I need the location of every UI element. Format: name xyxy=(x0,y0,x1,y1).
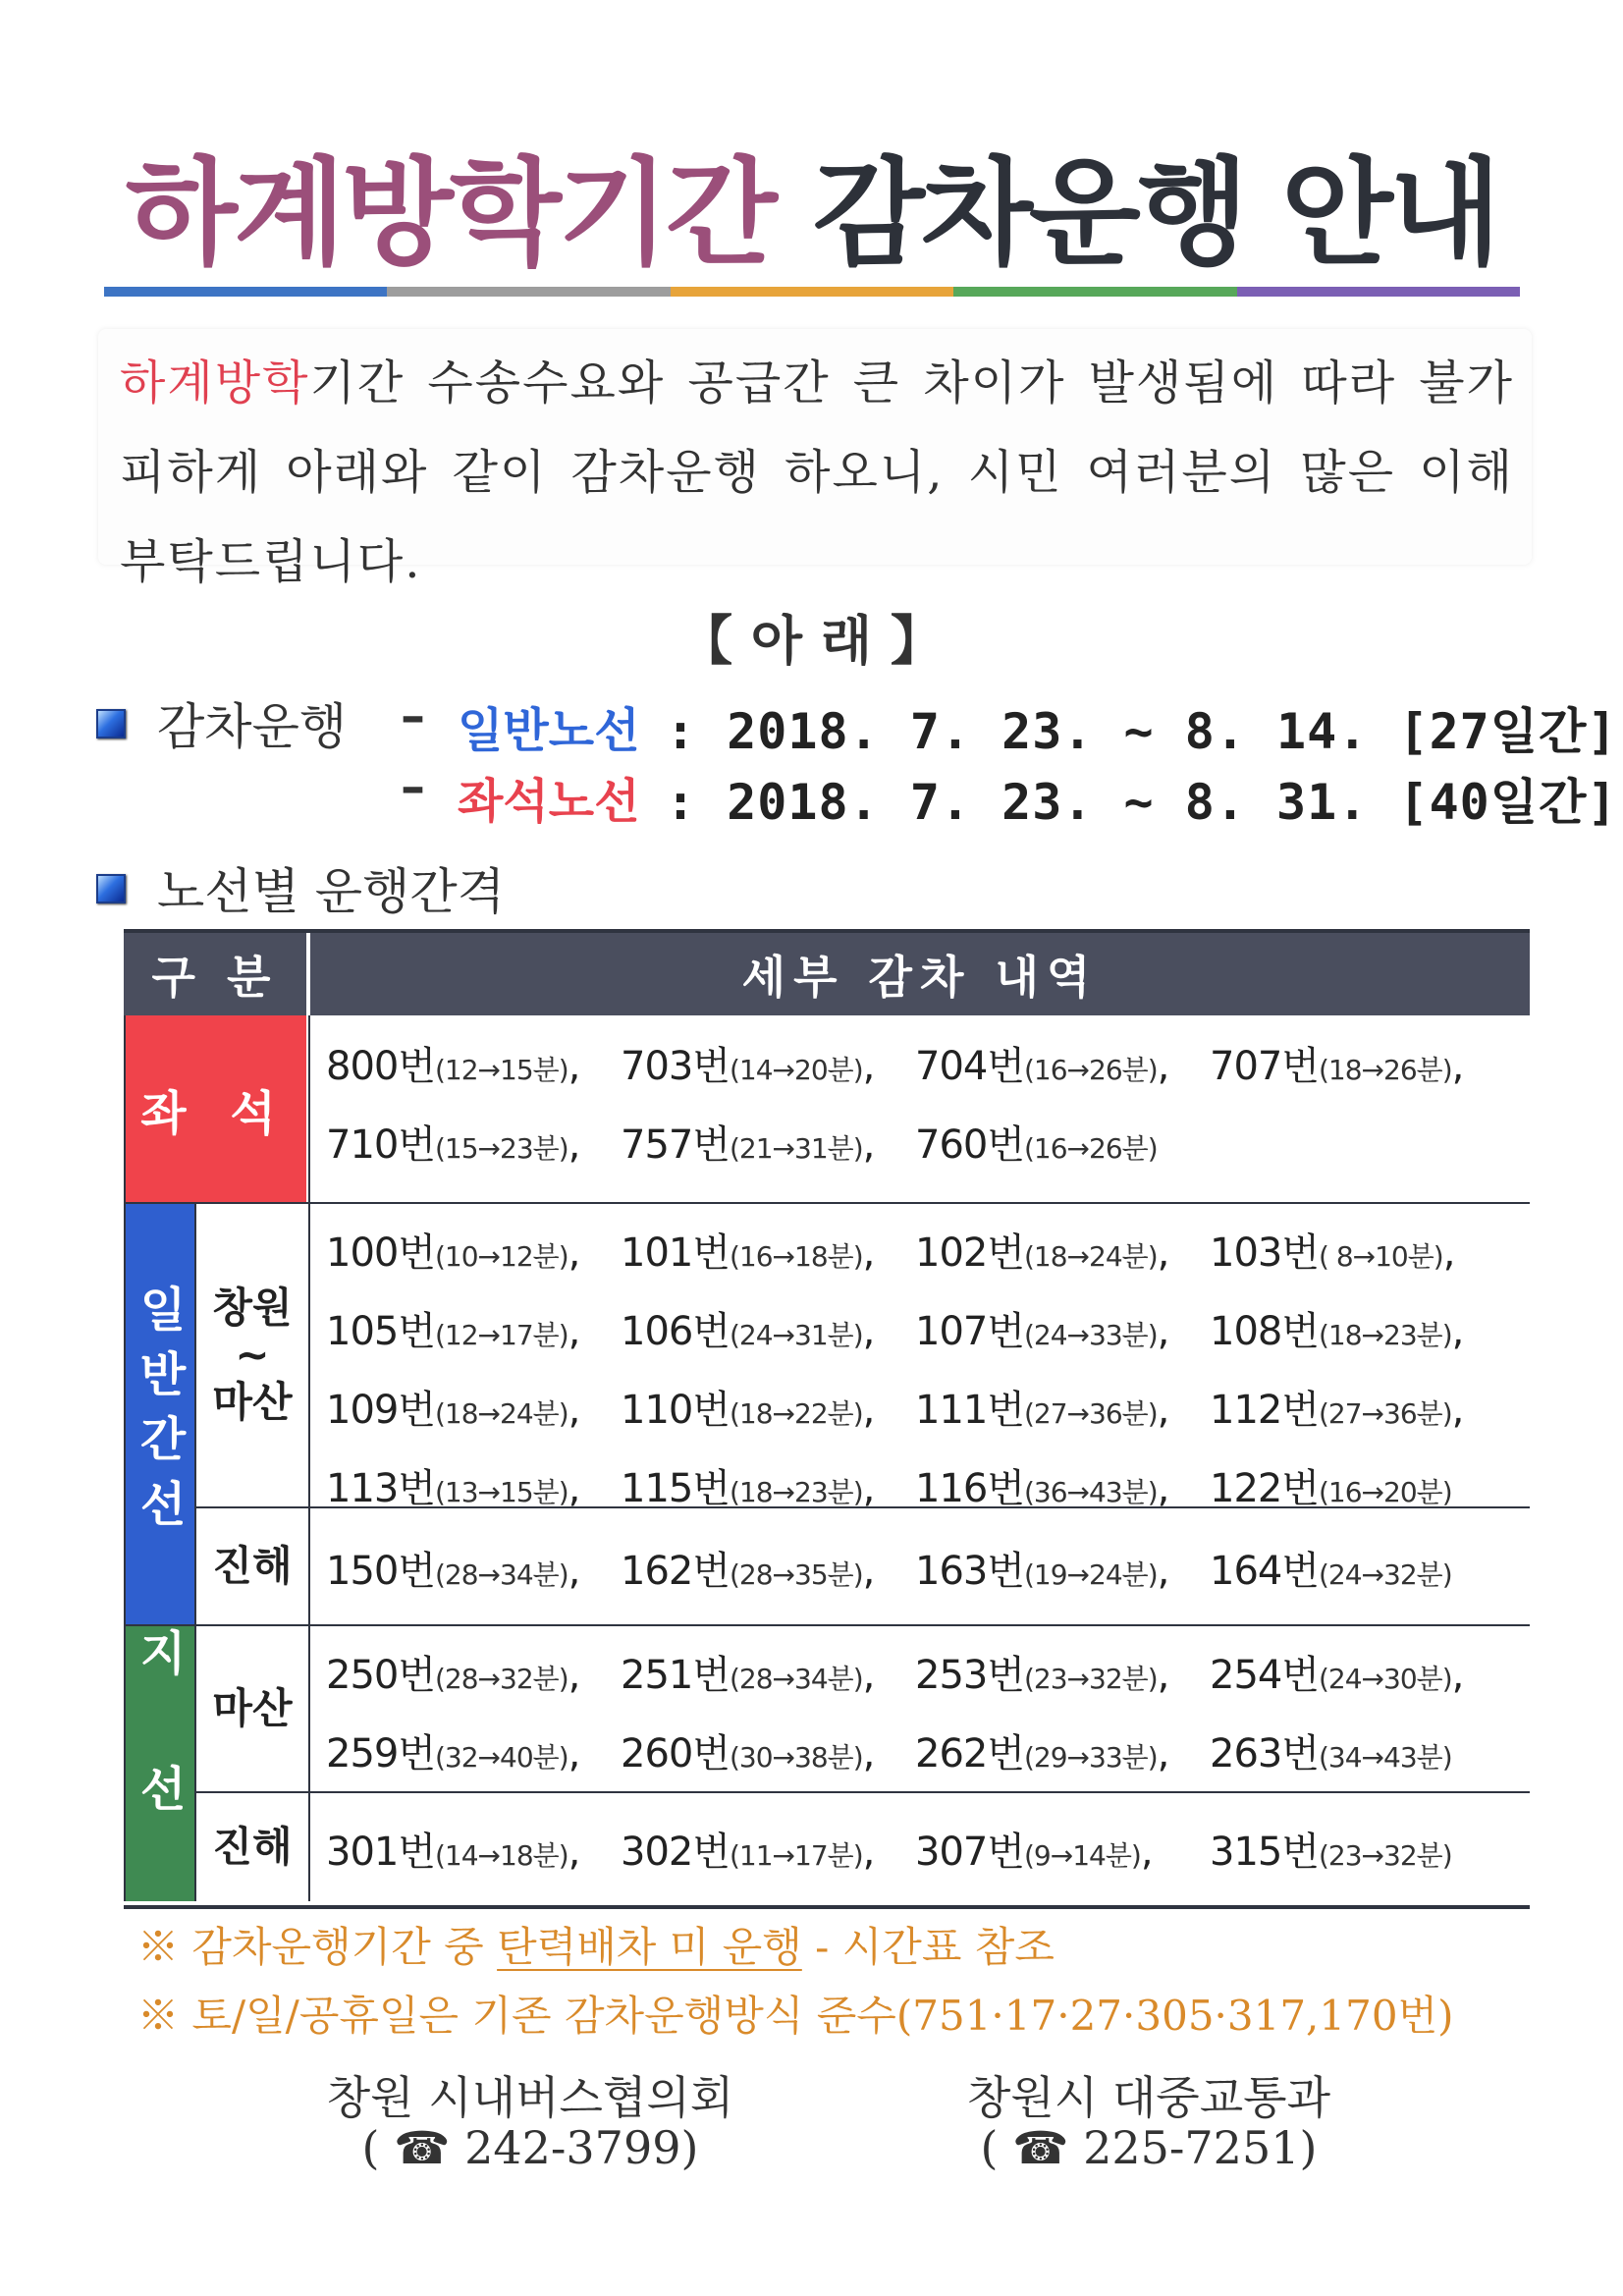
bus-interval-change: ( 8→10분) xyxy=(1319,1240,1443,1273)
bus-interval-change: (16→18분) xyxy=(730,1240,863,1273)
bus-interval-item: 109번(18→24분), xyxy=(326,1388,580,1433)
bus-interval-change: (19→24분) xyxy=(1024,1558,1158,1591)
bus-interval-item: 163번(19→24분), xyxy=(915,1549,1169,1594)
interval-table xyxy=(124,929,1530,1909)
bus-interval-change: (28→35분) xyxy=(730,1558,863,1591)
bus-interval-item: 253번(23→32분), xyxy=(915,1653,1169,1698)
bus-number: 800번 xyxy=(326,1044,435,1089)
bus-number: 102번 xyxy=(915,1230,1024,1276)
bus-interval-item: 113번(13→15분), xyxy=(326,1466,580,1511)
area-jinhae-trunk xyxy=(196,1508,308,1624)
category-branch-label: 지선 xyxy=(131,1628,187,1899)
bus-interval-change: (28→32분) xyxy=(435,1663,568,1695)
bus-number: 105번 xyxy=(326,1309,435,1354)
bus-number: 707번 xyxy=(1210,1044,1319,1089)
bus-number: 757번 xyxy=(621,1122,730,1168)
bus-number: 315번 xyxy=(1210,1830,1319,1875)
telephone-icon: ☎ xyxy=(1012,2121,1069,2174)
bus-interval-change: (12→15분) xyxy=(435,1054,568,1086)
bus-interval-change: (36→43분) xyxy=(1024,1476,1158,1508)
footer-phone-1: ( ☎ 242-3799) xyxy=(361,2121,699,2174)
bus-interval-change: (28→34분) xyxy=(435,1558,568,1591)
bus-interval-item: 301번(14→18분), xyxy=(326,1830,580,1875)
bus-interval-change: (27→36분) xyxy=(1024,1397,1158,1430)
bus-interval-change: (16→26분) xyxy=(1024,1132,1158,1165)
footer-org-2: 창원시 대중교통과 xyxy=(966,2071,1331,2124)
bus-number: 101번 xyxy=(621,1230,730,1276)
bus-interval-change: (21→31분) xyxy=(730,1132,863,1165)
bus-number: 122번 xyxy=(1210,1466,1319,1511)
bus-interval-change: (18→24분) xyxy=(1024,1240,1158,1273)
title-part2: 감차운행 안내 xyxy=(812,145,1497,281)
intro-text xyxy=(120,339,1514,607)
bus-number: 263번 xyxy=(1210,1731,1319,1777)
telephone-icon: ☎ xyxy=(394,2121,451,2174)
bus-interval-item: 251번(28→34분), xyxy=(621,1653,875,1698)
bus-interval-item: 110번(18→22분), xyxy=(621,1388,875,1433)
bus-interval-change: (15→23분) xyxy=(435,1132,568,1165)
note-1 xyxy=(137,1915,1055,1974)
intro-box xyxy=(98,329,1532,589)
reduction-dash-1: – xyxy=(401,687,425,744)
bus-number: 251번 xyxy=(621,1653,730,1698)
bus-number: 703번 xyxy=(621,1044,730,1089)
bus-number: 107번 xyxy=(915,1309,1024,1354)
bus-number: 253번 xyxy=(915,1653,1024,1698)
bus-interval-item: 105번(12→17분), xyxy=(326,1309,580,1354)
bus-number: 100번 xyxy=(326,1230,435,1276)
bus-interval-item: 162번(28→35분), xyxy=(621,1549,875,1594)
footer-org-1: 창원 시내버스협의회 xyxy=(326,2071,734,2124)
bus-interval-item: 116번(36→43분), xyxy=(915,1466,1169,1511)
category-seat-label: 좌 석 xyxy=(140,1085,290,1141)
bus-interval-item xyxy=(915,1114,1158,1170)
bus-interval-item: 757번(21→31분), xyxy=(621,1122,875,1168)
period-general: : 2018. 7. 23. ~ 8. 14. [27일간] xyxy=(666,703,1618,760)
bus-number: 113번 xyxy=(326,1466,435,1511)
header-detail: 세부 감차 내역 xyxy=(310,933,1530,1015)
bus-interval-change: (11→17분) xyxy=(730,1839,863,1872)
bus-number: 760번 xyxy=(915,1122,1024,1168)
bus-interval-item: 259번(32→40분), xyxy=(326,1731,580,1777)
area-name: 마산 xyxy=(212,1683,293,1732)
note-underlined: 탄력배차 미 운행 xyxy=(497,1923,802,1971)
bus-number: 250번 xyxy=(326,1653,435,1698)
title-part1: 하계방학기간 xyxy=(126,145,774,281)
bullet-square-icon xyxy=(96,874,126,903)
bus-interval-item: 260번(30→38분), xyxy=(621,1731,875,1777)
area-name-bottom: 마산 xyxy=(212,1378,293,1427)
area-name: 진해 xyxy=(212,1541,293,1590)
footer-phone-2: ( ☎ 225-7251) xyxy=(980,2121,1318,2174)
bus-interval-change: (32→40분) xyxy=(435,1741,568,1774)
bus-interval-item: 250번(28→32분), xyxy=(326,1653,580,1698)
bus-interval-item: 111번(27→36분), xyxy=(915,1388,1169,1433)
bus-interval-change: (16→20분) xyxy=(1319,1476,1452,1508)
footer-phone-number: 225-7251 xyxy=(1083,2121,1300,2174)
category-trunk xyxy=(124,1204,194,1624)
bus-number: 164번 xyxy=(1210,1549,1319,1594)
bus-interval-item: 800번(12→15분), xyxy=(326,1044,580,1089)
note-2 xyxy=(137,1984,1454,2043)
footer-phone-number: 242-3799 xyxy=(464,2121,681,2174)
bus-interval-item: 262번(29→33분), xyxy=(915,1731,1169,1777)
bus-interval-item: 707번(18→26분), xyxy=(1210,1044,1464,1089)
bus-interval-change: (13→15분) xyxy=(435,1476,568,1508)
bus-interval-change: (18→23분) xyxy=(730,1476,863,1508)
bus-number: 260번 xyxy=(621,1731,730,1777)
bus-number: 301번 xyxy=(326,1830,435,1875)
area-changwon-masan xyxy=(196,1204,308,1506)
bus-interval-item: 102번(18→24분), xyxy=(915,1230,1169,1276)
bus-interval-change: (14→20분) xyxy=(730,1054,863,1086)
route-seat: 좌석노선 xyxy=(458,774,640,829)
intro-highlight: 하계방학 xyxy=(120,355,310,410)
bus-interval-item: 307번(9→14분), xyxy=(915,1830,1153,1875)
bus-interval-change: (18→23분) xyxy=(1319,1319,1452,1351)
note-text: - 시간표 참조 xyxy=(801,1923,1055,1971)
heading-arae: 【 아 래 】 xyxy=(679,609,944,672)
bus-interval-item xyxy=(1210,1821,1452,1877)
header-category: 구 분 xyxy=(124,933,306,1015)
bus-interval-item: 107번(24→33분), xyxy=(915,1309,1169,1354)
bus-number: 106번 xyxy=(621,1309,730,1354)
bus-interval-change: (24→33분) xyxy=(1024,1319,1158,1351)
category-branch xyxy=(124,1626,194,1901)
reduction-label: 감차운행 xyxy=(157,698,348,755)
bus-number: 109번 xyxy=(326,1388,435,1433)
bus-interval-change: (12→17분) xyxy=(435,1319,568,1351)
bus-interval-item: 108번(18→23분), xyxy=(1210,1309,1464,1354)
bus-interval-item: 103번( 8→10분), xyxy=(1210,1230,1455,1276)
bus-interval-item: 101번(16→18분), xyxy=(621,1230,875,1276)
bus-interval-item xyxy=(1210,1457,1452,1513)
bus-interval-change: (18→26분) xyxy=(1319,1054,1452,1086)
bus-interval-change: (18→24분) xyxy=(435,1397,568,1430)
category-trunk-label: 일반간선 xyxy=(131,1285,187,1544)
bus-interval-change: (34→43분) xyxy=(1319,1741,1452,1774)
bus-interval-change: (30→38분) xyxy=(730,1741,863,1774)
area-name-top: 창원 xyxy=(212,1283,293,1332)
bus-interval-item xyxy=(1210,1722,1452,1778)
area-masan-branch xyxy=(196,1626,308,1791)
period-seat: : 2018. 7. 23. ~ 8. 31. [40일간] xyxy=(666,774,1618,831)
bus-number: 103번 xyxy=(1210,1230,1319,1276)
reduction-dash-2: – xyxy=(401,758,425,815)
bus-number: 112번 xyxy=(1210,1388,1319,1433)
bullet-square-icon xyxy=(96,709,126,738)
bus-interval-item xyxy=(1210,1540,1452,1596)
intro-body: 기간 수송수요와 공급간 큰 차이가 발생됨에 따라 불가피하게 아래와 같이 감차운행 하오니, 시민 여러분의 많은 이해 부탁드립니다. xyxy=(120,355,1514,589)
bus-interval-change: (16→26분) xyxy=(1024,1054,1158,1086)
bus-interval-change: (23→32분) xyxy=(1319,1839,1452,1872)
bus-number: 254번 xyxy=(1210,1653,1319,1698)
note-mark: ※ xyxy=(137,1992,180,2040)
bus-number: 710번 xyxy=(326,1122,435,1168)
bus-number: 116번 xyxy=(915,1466,1024,1511)
area-name-mid: ~ xyxy=(235,1330,270,1379)
title-underline xyxy=(104,287,1520,297)
bus-interval-item: 150번(28→34분), xyxy=(326,1549,580,1594)
bus-interval-item: 710번(15→23분), xyxy=(326,1122,580,1168)
bus-number: 163번 xyxy=(915,1549,1024,1594)
bus-interval-item: 704번(16→26분), xyxy=(915,1044,1169,1089)
bus-interval-item: 703번(14→20분), xyxy=(621,1044,875,1089)
bus-number: 111번 xyxy=(915,1388,1024,1433)
note-text: 토/일/공휴일은 기존 감차운행방식 준수(751·17·27·305·317,170번) xyxy=(191,1992,1454,2040)
page-title xyxy=(0,147,1623,281)
bus-number: 110번 xyxy=(621,1388,730,1433)
bus-interval-item: 106번(24→31분), xyxy=(621,1309,875,1354)
bus-interval-change: (9→14분) xyxy=(1024,1839,1141,1872)
bus-number: 150번 xyxy=(326,1549,435,1594)
bus-number: 302번 xyxy=(621,1830,730,1875)
bus-interval-change: (29→33분) xyxy=(1024,1741,1158,1774)
bus-number: 307번 xyxy=(915,1830,1024,1875)
bus-interval-item: 302번(11→17분), xyxy=(621,1830,875,1875)
bus-interval-change: (24→31분) xyxy=(730,1319,863,1351)
bus-number: 704번 xyxy=(915,1044,1024,1089)
category-seat xyxy=(124,1015,306,1202)
area-jinhae-branch xyxy=(196,1793,308,1901)
route-general: 일반노선 xyxy=(458,703,640,758)
bus-interval-change: (14→18분) xyxy=(435,1839,568,1872)
bus-number: 115번 xyxy=(621,1466,730,1511)
bus-number: 262번 xyxy=(915,1731,1024,1777)
bus-interval-change: (23→32분) xyxy=(1024,1663,1158,1695)
note-text: 감차운행기간 중 xyxy=(191,1923,498,1971)
bus-number: 259번 xyxy=(326,1731,435,1777)
bus-interval-change: (24→30분) xyxy=(1319,1663,1452,1695)
bus-interval-change: (10→12분) xyxy=(435,1240,568,1273)
bus-interval-change: (27→36분) xyxy=(1319,1397,1452,1430)
bus-interval-item: 115번(18→23분), xyxy=(621,1466,875,1511)
bus-number: 162번 xyxy=(621,1549,730,1594)
bus-interval-change: (24→32분) xyxy=(1319,1558,1452,1591)
bus-interval-item: 254번(24→30분), xyxy=(1210,1653,1464,1698)
area-name: 진해 xyxy=(212,1822,293,1871)
bus-interval-item: 100번(10→12분), xyxy=(326,1230,580,1276)
bus-number: 108번 xyxy=(1210,1309,1319,1354)
interval-label: 노선별 운행간격 xyxy=(157,863,505,920)
bus-interval-change: (18→22분) xyxy=(730,1397,863,1430)
bus-interval-item: 112번(27→36분), xyxy=(1210,1388,1464,1433)
bus-interval-change: (28→34분) xyxy=(730,1663,863,1695)
note-mark: ※ xyxy=(137,1923,180,1971)
